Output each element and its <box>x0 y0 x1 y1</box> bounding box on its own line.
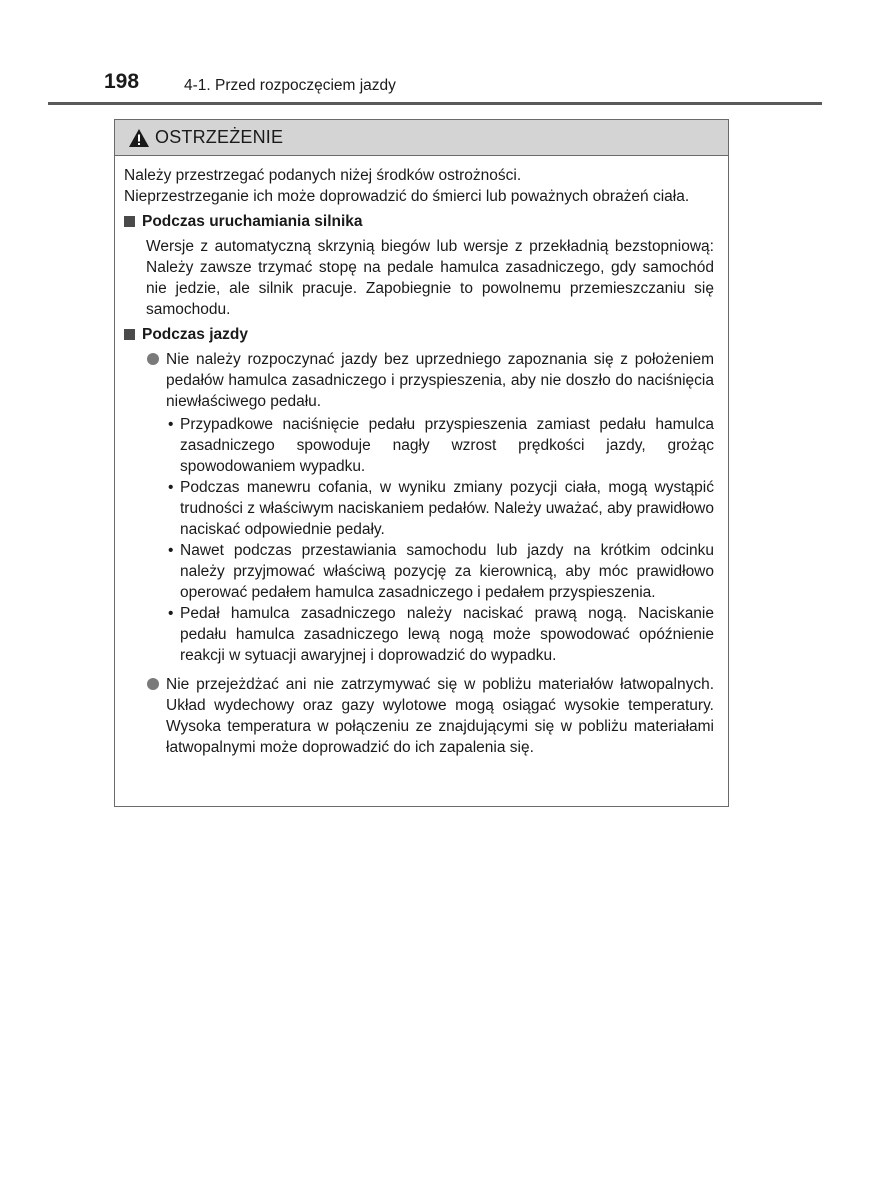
sub-list-item <box>168 603 714 666</box>
sub-list-item <box>168 540 714 603</box>
warning-triangle-icon <box>128 128 150 148</box>
square-bullet-icon <box>124 329 135 340</box>
dot-bullet-icon: • <box>168 542 174 559</box>
sub-list-item <box>168 477 714 540</box>
dot-bullet-icon: • <box>168 479 174 496</box>
sub-list-item-text: Pedał hamulca zasadniczego należy naciskać prawą nogą. Naciskanie pedału hamulca zasadniczego lewą nogą może spowodować opóźnienie reakcji w sytuacji awaryjnej i doprowadzić do wypadku. <box>180 605 714 664</box>
section-heading-engine-start <box>124 211 714 232</box>
sub-list-item-text: Podczas manewru cofania, w wyniku zmiany pozycji ciała, mogą wystąpić trudności z właściwym naciskaniem pedałów. Należy uważać, aby prawidłowo naciskać odpowiednie pedały. <box>180 479 714 538</box>
dot-bullet-icon: • <box>168 605 174 622</box>
square-bullet-icon <box>124 216 135 227</box>
list-item-text: Nie należy rozpoczynać jazdy bez uprzedniego zapoznania się z położeniem pedałów hamulca zasadniczego i przyspieszenia, aby nie doszło do naciśnięcia niewłaściwego pedału. <box>166 351 714 410</box>
list-item-text: Nie przejeżdżać ani nie zatrzymywać się w pobliżu materiałów łatwopalnych. Układ wydechowy oraz gazy wylotowe mogą osiągać wysokie temperatury. Wysoka temperatura w połączeniu ze znajdującymi się w pobliżu materiałami łatwopalnymi może doprowadzić do ich zapalenia się. <box>166 676 714 756</box>
circle-bullet-icon <box>147 353 159 365</box>
warning-box <box>114 119 729 807</box>
warning-body <box>115 156 728 758</box>
sub-list-item-text: Przypadkowe naciśnięcie pedału przyspieszenia zamiast pedału hamulca zasadniczego spowoduje nagły wzrost prędkości jazdy, grożąc spowodowaniem wypadku. <box>180 416 714 475</box>
section-heading-driving <box>124 324 714 345</box>
section-text: Wersje z automatyczną skrzynią biegów lub wersje z przekładnią bezstopniową: Należy zawsze trzymać stopę na pedale hamulca zasadniczego, gdy samochód nie jedzie, ale silnik pracuje. Zapobiegnie to powolnemu przemieszczaniu się samochodu. <box>146 238 714 318</box>
section-heading-label: Podczas uruchamiania silnika <box>142 213 363 230</box>
list-item <box>146 349 714 412</box>
sub-list-item <box>168 414 714 477</box>
sub-list <box>168 414 714 666</box>
warning-intro <box>124 165 714 207</box>
page-number: 198 <box>104 70 140 93</box>
intro-line: Należy przestrzegać podanych niżej środków ostrożności. <box>124 167 522 184</box>
section-title: 4-1. Przed rozpoczęciem jazdy <box>184 77 396 94</box>
sub-list-item-text: Nawet podczas przestawiania samochodu lub jazdy na krótkim odcinku należy przyjmować właściwą pozycję za kierownicą, aby móc prawidłowo operować pedałem hamulca zasadniczego i pedałem przyspieszenia. <box>180 542 714 601</box>
header-rule <box>48 102 822 105</box>
circle-bullet-icon <box>147 678 159 690</box>
section-heading-label: Podczas jazdy <box>142 326 248 343</box>
warning-header <box>115 120 728 156</box>
list-item <box>146 674 714 758</box>
warning-title: OSTRZEŻENIE <box>155 127 284 147</box>
dot-bullet-icon: • <box>168 416 174 433</box>
intro-line: Nieprzestrzeganie ich może doprowadzić do śmierci lub poważnych obrażeń ciała. <box>124 188 690 205</box>
spacer <box>124 666 714 670</box>
